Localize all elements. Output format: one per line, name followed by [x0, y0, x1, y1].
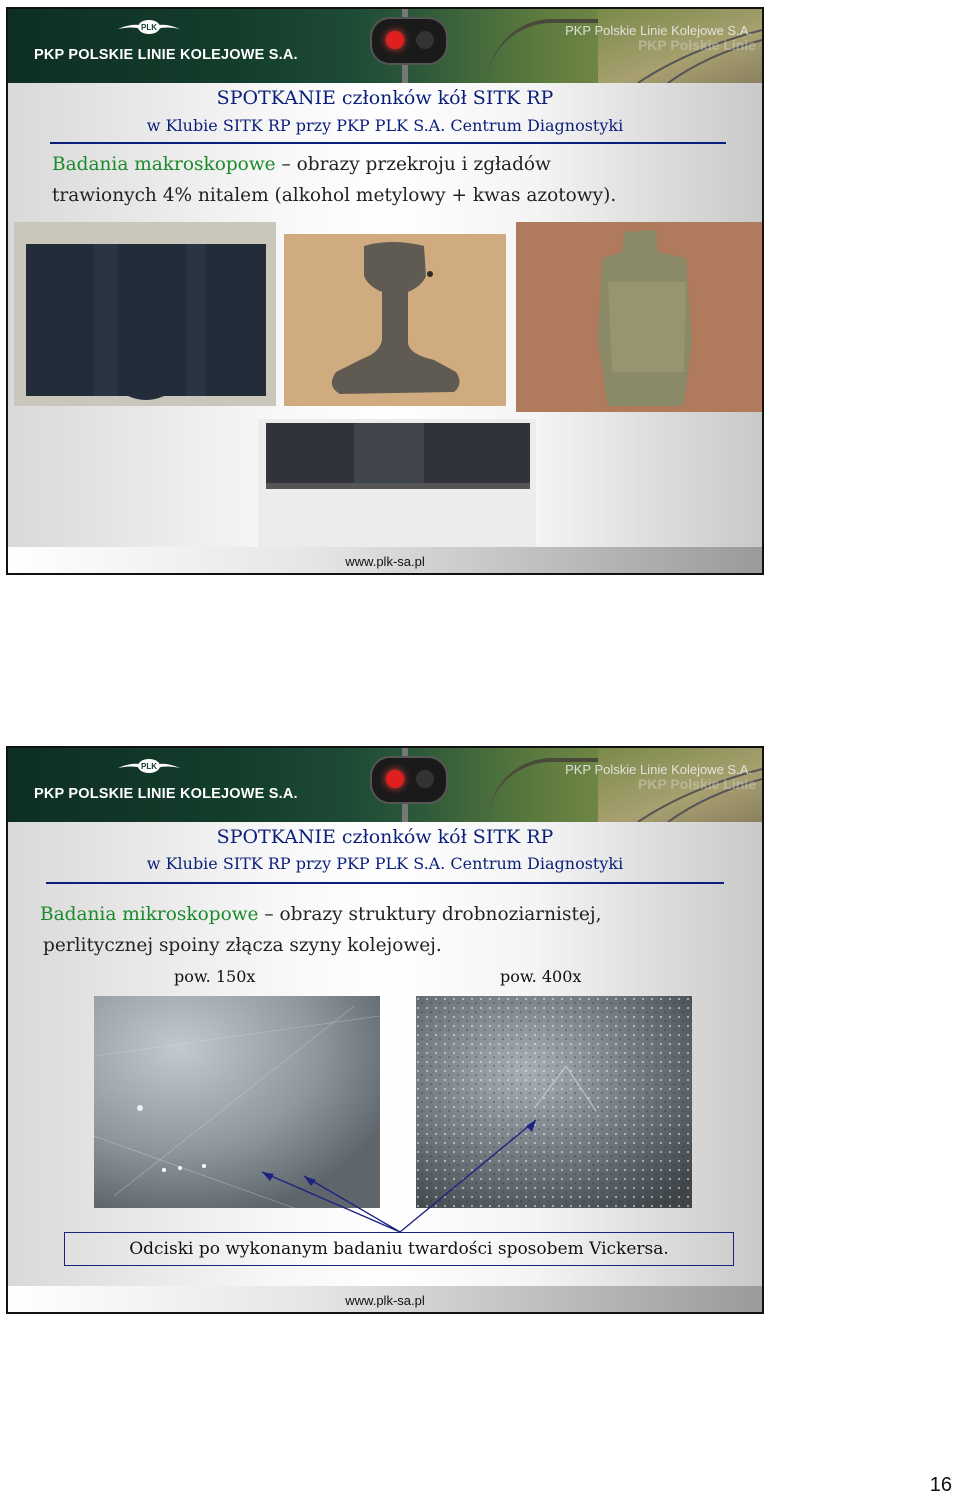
brand-name: PKP POLSKIE LINIE KOLEJOWE S.A.: [34, 47, 298, 63]
railway-signal-icon: [370, 17, 448, 65]
magnification-label-left: pow. 150x: [174, 967, 256, 986]
svg-text:PLK: PLK: [141, 23, 157, 32]
page-number: 16: [929, 1474, 952, 1496]
brand-name: PKP POLSKIE LINIE KOLEJOWE S.A.: [34, 786, 298, 802]
magnification-label-right: pow. 400x: [500, 967, 582, 986]
description-line2: trawionych 4% nitalem (alkohol metylowy + kwas azotowy).: [52, 185, 617, 206]
watermark-text-2: PKP Polskie Linie: [637, 776, 756, 792]
slide-macroscopic: [6, 7, 764, 575]
slide-description: [52, 149, 616, 211]
method-label: Badania mikroskopowe: [40, 904, 259, 925]
photo-etched-sample: [516, 222, 764, 412]
slide-subtitle: w Klubie SITK RP przy PKP PLK S.A. Centrum Diagnostyki: [146, 116, 624, 135]
slide-subtitle: w Klubie SITK RP przy PKP PLK S.A. Centrum Diagnostyki: [146, 854, 624, 873]
watermark-text-2: PKP Polskie Linie: [637, 37, 756, 53]
plk-logo-icon: [116, 15, 182, 41]
watermark-text: PKP Polskie Linie Kolejowe S.A.: [565, 23, 752, 38]
photo-plate-cross-section: [14, 222, 276, 406]
slide-title: SPOTKANIE członków kół SITK RP: [216, 87, 554, 109]
watermark-text: PKP Polskie Linie Kolejowe S.A.: [565, 762, 752, 777]
footer-url[interactable]: www.plk-sa.pl: [345, 554, 425, 569]
title-underline: [50, 142, 726, 144]
slide-microscopic: [6, 746, 764, 1314]
method-label: Badania makroskopowe: [52, 154, 276, 175]
hardness-note: Odciski po wykonanym badaniu twardości sposobem Vickersa.: [64, 1232, 734, 1266]
footer-url[interactable]: www.plk-sa.pl: [345, 1293, 425, 1308]
indicator-arrows: [8, 748, 764, 1314]
header-banner: [8, 9, 762, 83]
description-line1: – obrazy struktury drobnoziarnistej,: [258, 904, 602, 925]
description-line2: perlitycznej spoiny złącza szyny kolejowej.: [43, 935, 442, 956]
photo-rail-profile: [284, 234, 506, 406]
description-line1: – obrazy przekroju i zgładów: [275, 154, 551, 175]
svg-text:PLK: PLK: [141, 762, 157, 771]
slide-title: SPOTKANIE członków kół SITK RP: [216, 826, 554, 848]
